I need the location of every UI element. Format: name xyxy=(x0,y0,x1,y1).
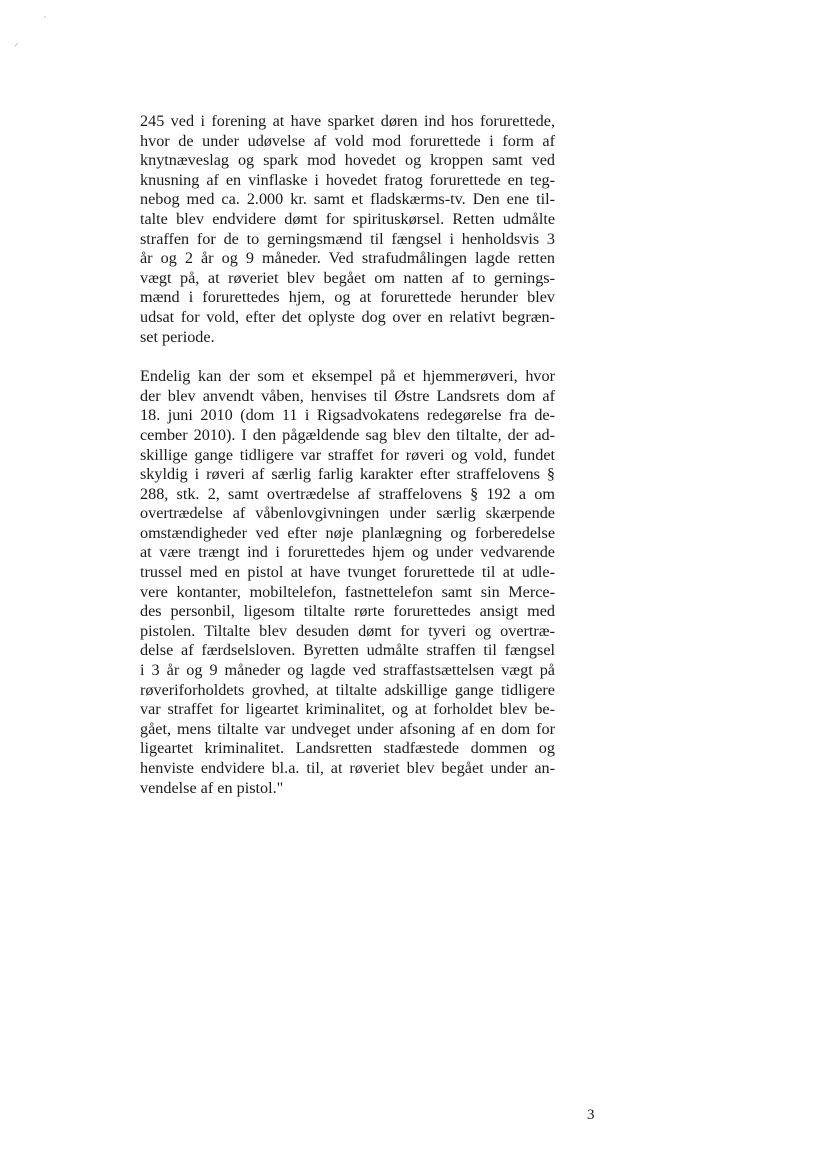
text-line: ligeartet kriminalitet. Landsretten stadfæstede dommen og xyxy=(140,739,555,758)
text-line: henviste endvidere bl.a. til, at røveriet blev begået under an- xyxy=(140,759,555,777)
text-line: knusning af en vinflaske i hovedet fratog forurettede en teg- xyxy=(140,170,555,189)
text-line: knytnæveslag og spark mod hovedet og kroppen samt ved xyxy=(140,151,555,170)
text-line: vere kontanter, mobiltelefon, fastnettelefon samt sin Merce- xyxy=(140,582,555,601)
text-line: skillige gange tidligere var straffet for røveri og vold, fundet xyxy=(140,445,555,464)
text-line: overtrædelse af våbenlovgivningen under særlig skærpende xyxy=(140,504,555,523)
text-line: 18. juni 2010 (dom 11 i Rigsadvokatens redegørelse fra de- xyxy=(140,406,555,425)
text-line: år og 2 år og 9 måneder. Ved strafudmålingen lagde retten xyxy=(140,249,555,268)
text-line: vægt på, at røveriet blev begået om natten af to gernings- xyxy=(140,268,555,287)
text-line: Endelig kan der som et eksempel på et hjemmerøveri, hvor xyxy=(140,367,555,386)
text-line: vendelse af en pistol." xyxy=(140,778,284,797)
text-line: skyldig i røveri af særlig farlig karakter efter straffelovens § xyxy=(140,465,555,484)
text-line: straffen for de to gerningsmænd til fængsel i henholdsvis 3 xyxy=(140,229,555,248)
text-line: des personbil, ligesom tiltalte rørte forurettedes ansigt med xyxy=(140,602,555,621)
page-number: 3 xyxy=(587,1107,595,1123)
text-line: pistolen. Tiltalte blev desuden dømt for tyveri og overtræ- xyxy=(140,621,555,640)
paragraph-gap xyxy=(140,347,555,367)
text-line: 245 ved i forening at have sparket døren ind hos forurettede, xyxy=(140,112,555,130)
text-line: mænd i forurettedes hjem, og at forurettede herunder blev xyxy=(140,288,555,307)
text-line: 288, stk. 2, samt overtrædelse af straffelovens § 192 a om xyxy=(140,484,555,503)
text-line: i 3 år og 9 måneder og lagde ved straffastsættelsen vægt på xyxy=(140,661,555,680)
text-line: var straffet for ligeartet kriminalitet, og at forholdet blev be- xyxy=(140,700,555,719)
text-line: delse af færdselsloven. Byretten udmålte straffen til fængsel xyxy=(140,641,555,660)
text-line: nebog med ca. 2.000 kr. samt et fladskærms-tv. Den ene til- xyxy=(140,190,555,209)
text-line: omstændigheder ved efter nøje planlægning og forberedelse xyxy=(140,523,555,542)
text-line: trussel med en pistol at have tvunget forurettede til at udle- xyxy=(140,563,555,582)
scan-speck xyxy=(44,16,46,18)
text-line: at være trængt ind i forurettedes hjem og under vedvarende xyxy=(140,543,555,562)
text-line: der blev anvendt våben, henvises til Østre Landsrets dom af xyxy=(140,386,555,405)
text-line: set periode. xyxy=(140,327,215,346)
text-line: talte blev endvidere dømt for spirituskørsel. Retten udmålte xyxy=(140,209,555,228)
text-line: hvor de under udøvelse af vold mod forurettede i form af xyxy=(140,131,555,150)
text-line: cember 2010). I den pågældende sag blev den tiltalte, der ad- xyxy=(140,425,555,444)
text-line: udsat for vold, efter det oplyste dog over en relativt begræn- xyxy=(140,307,555,326)
paragraph-1 xyxy=(140,112,555,347)
scan-speck xyxy=(14,42,18,46)
text-line: røveriforholdets grovhed, at tiltalte adskillige gange tidligere xyxy=(140,680,555,699)
text-line: gået, mens tiltalte var undveget under afsoning af en dom for xyxy=(140,719,555,738)
paragraph-2 xyxy=(140,367,555,798)
body-text xyxy=(140,112,555,798)
